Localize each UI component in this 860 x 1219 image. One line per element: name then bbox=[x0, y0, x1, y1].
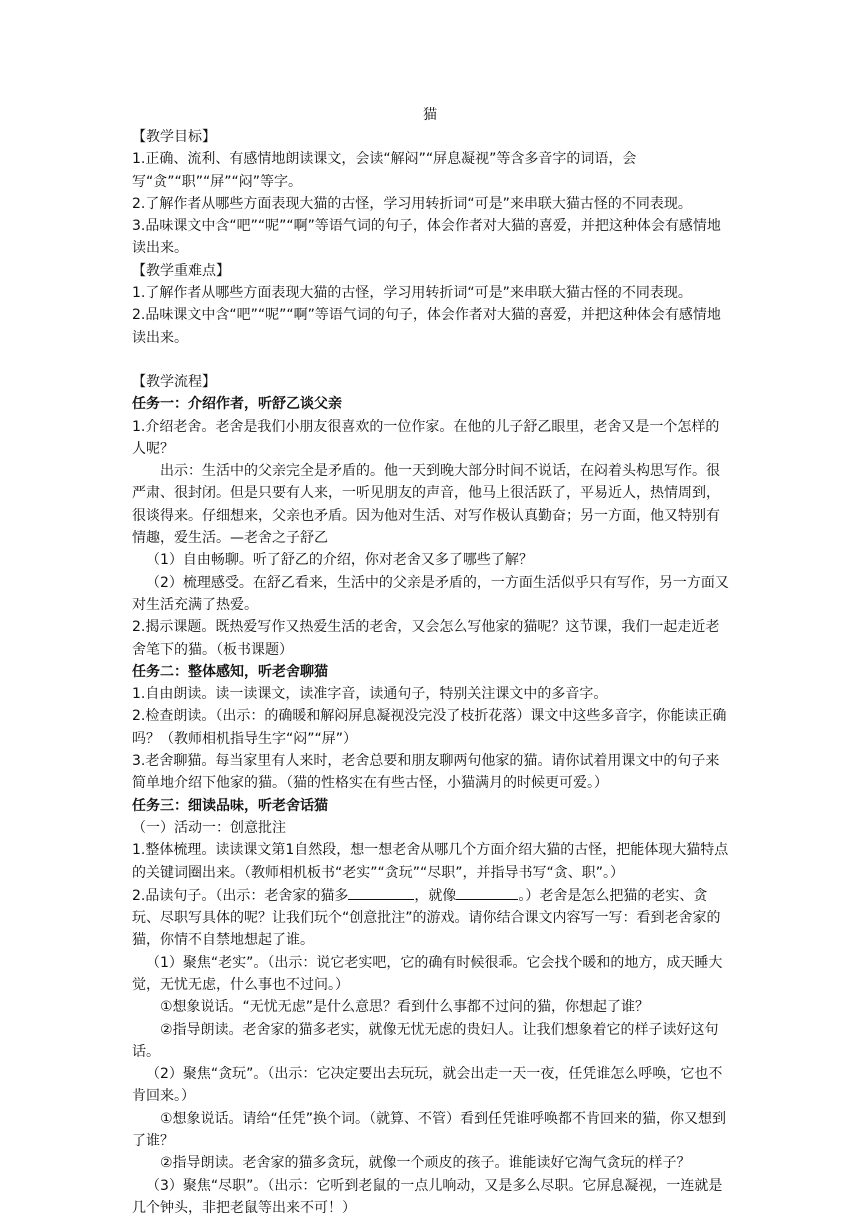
fill-blank-1 bbox=[348, 884, 414, 900]
task-2-step-3: 3.老舍聊猫。每当家里有人来时，老舍总要和朋友聊两句他家的猫。请你试着用课文中的句子来简单地介绍下他家的猫。（猫的性格实在有些古怪，小猫满月的时候更可爱。） bbox=[132, 753, 720, 792]
focus-1-item-1: ①想象说话。“无忧无虑”是什么意思？看到什么事都不过问的猫，你想起了谁？ bbox=[160, 999, 650, 1016]
task-3-heading: 任务三：细读品味，听老舍话猫 bbox=[132, 797, 328, 814]
heading-key-points: 【教学重难点】 bbox=[132, 262, 230, 279]
focus-3: （3）聚焦“尽职”。（出示：它听到老鼠的一点儿响动，又是多么尽职。它屏息凝视，一连就是几个钟头，非把老鼠等出来不可！） bbox=[132, 1177, 723, 1216]
step-2-text-a: 2.品读句子。（出示：老舍家的猫多 bbox=[132, 887, 349, 904]
focus-2: （2）聚焦“贪玩”。（出示：它决定要出去玩玩，就会出走一天一夜，任凭谁怎么呼唤，它也不肯回来。） bbox=[132, 1066, 723, 1105]
activity-1-heading: （一）活动一：创意批注 bbox=[132, 819, 286, 836]
fill-blank-2 bbox=[456, 884, 518, 900]
step-2-text-b: ，就像 bbox=[414, 887, 457, 904]
task-3-step-1: 1.整体梳理。读读课文第1自然段，想一想老舍从哪几个方面介绍大猫的古怪，把能体现大猫特点的关键词圈出来。（教师相机板书“老实”“贪玩”“尽职”，并指导书写“贪、职”。） bbox=[132, 842, 729, 881]
key-point-2: 2.品味课文中含“吧”“呢”“啊”等语气词的句子，体会作者对大猫的喜爱，并把这种体会有感情地读出来。 bbox=[132, 307, 721, 346]
doc-title: 猫 bbox=[423, 107, 437, 123]
spacer bbox=[132, 349, 730, 371]
heading-procedure: 【教学流程】 bbox=[132, 373, 216, 390]
task-1-step-1: 1.介绍老舍。老舍是我们小朋友很喜欢的一位作家。在他的儿子舒乙眼里，老舍又是一个怎样的人呢？ bbox=[132, 418, 720, 457]
task-1-quote: 出示：生活中的父亲完全是矛盾的。他一天到晚大部分时间不说话，在闷着头构思写作。很严肃、很封闭。但是只要有人来，一听见朋友的声音，他马上很活跃了，平易近人，热情周到，很谈得来。仔细想来，父亲也矛盾。因为他对生活、对写作极认真勤奋；另一方面，他又特别有情趣，爱生活。—老舍之子舒乙 bbox=[132, 463, 720, 547]
focus-1-item-2: ②指导朗读。老舍家的猫多老实，就像无忧无虑的贵妇人。让我们想象着它的样子读好这句话。 bbox=[132, 1021, 719, 1060]
key-point-1: 1.了解作者从哪些方面表现大猫的古怪，学习用转折词“可是”来串联大猫古怪的不同表现。 bbox=[132, 285, 692, 302]
task-1-sub-1: （1）自由畅聊。听了舒乙的介绍，你对老舍又多了哪些了解？ bbox=[146, 552, 533, 569]
focus-2-item-1: ①想象说话。请给“任凭”换个词。（就算、不管）看到任凭谁呼唤都不肯回来的猫，你又想到了谁？ bbox=[132, 1110, 727, 1150]
task-2-step-1: 1.自由朗读。读一读课文，读准字音，读通句子，特别关注课文中的多音字。 bbox=[132, 686, 608, 703]
task-1-heading: 任务一：介绍作者，听舒乙谈父亲 bbox=[132, 396, 342, 413]
focus-1: （1）聚焦“老实”。（出示：说它老实吧，它的确有时候很乖。它会找个暖和的地方，成天睡大觉，无忧无虑，什么事也不过问。） bbox=[132, 954, 723, 993]
task-2-step-2: 2.检查朗读。（出示：的确暖和解闷屏息凝视没完没了枝折花落）课文中这些多音字，你能读正确吗？（教师相机指导生字“闷”“屏”） bbox=[132, 708, 727, 747]
step-2-text-c: 。）老舍是怎么把猫的老实、贪玩、尽职写具体的呢？让我们玩个“创意批注”的游戏。请你结合课文内容写一写：看到老舍家的猫，你情不自禁地想起了谁。 bbox=[132, 887, 721, 949]
task-2-heading: 任务二：整体感知，听老舍聊猫 bbox=[132, 663, 328, 680]
doc-body bbox=[132, 126, 730, 1219]
heading-objectives: 【教学目标】 bbox=[132, 129, 216, 145]
objective-3: 3.品味课文中含“吧”“呢”“啊”等语气词的句子，体会作者对大猫的喜爱，并把这种体会有感情地读出来。 bbox=[132, 218, 721, 257]
objective-1: 1.正确、流利、有感情地朗读课文，会读“解闷”“屏息凝视”等含多音字的词语，会写“贪”“职”“屏”“闷”等字。 bbox=[132, 151, 637, 190]
focus-2-item-2: ②指导朗读。老舍家的猫多贪玩，就像一个顽皮的孩子。谁能读好它淘气贪玩的样子？ bbox=[160, 1155, 691, 1172]
objective-2: 2.了解作者从哪些方面表现大猫的古怪，学习用转折词“可是”来串联大猫古怪的不同表现。 bbox=[132, 195, 692, 212]
task-3-step-2 bbox=[132, 884, 730, 952]
task-1-step-2: 2.揭示课题。既热爱写作又热爱生活的老舍，又会怎么写他家的猫呢？这节课，我们一起走近老舍笔下的猫。（板书课题） bbox=[132, 619, 720, 658]
task-1-sub-2: （2）梳理感受。在舒乙看来，生活中的父亲是矛盾的，一方面生活似乎只有写作，另一方面又对生活充满了热爱。 bbox=[132, 574, 729, 613]
